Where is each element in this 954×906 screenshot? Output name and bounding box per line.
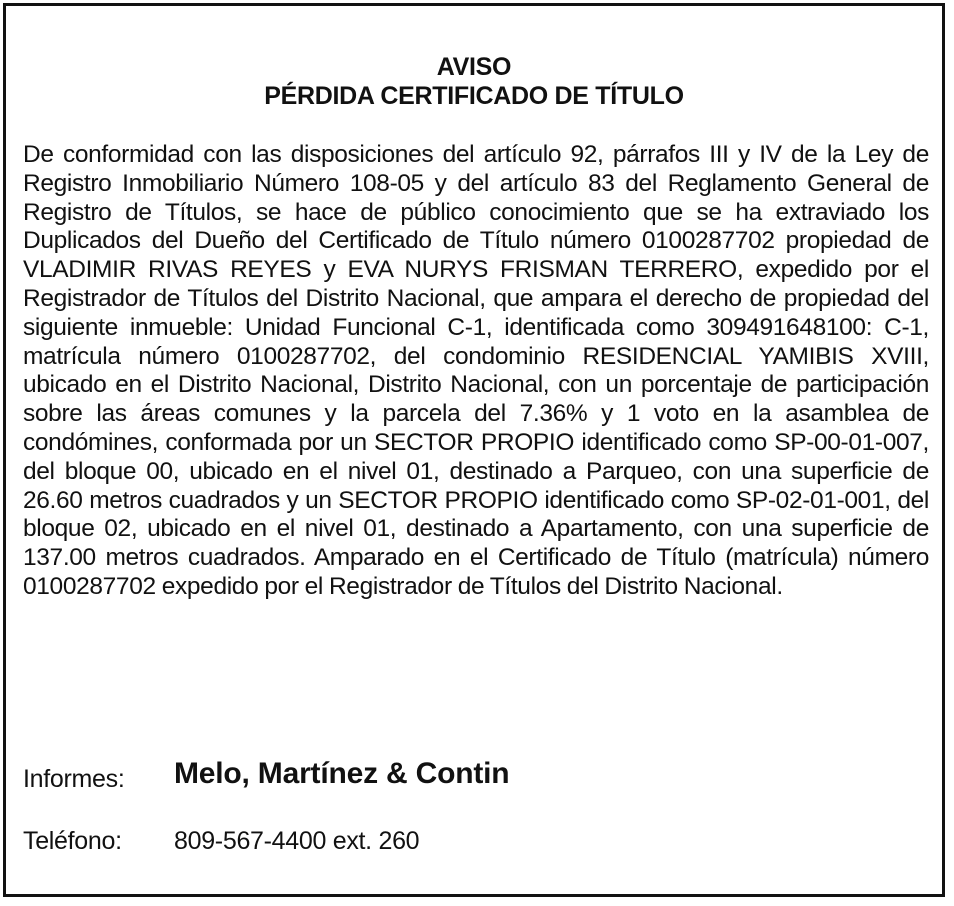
telefono-label: Teléfono: — [23, 827, 122, 855]
telefono-number: 809-567-4400 ext. 260 — [174, 827, 420, 855]
informes-row — [23, 754, 929, 794]
notice-body: De conformidad con las disposiciones del artículo 92, párrafos III y IV de la Ley de Registro Inmobiliario Número 108-05 y del artículo 83 del Reglamento General de Registro de Títulos, se hace de público conocimiento que se ha extraviado los Duplicados del Dueño del Certificado de Título número 0100287702 propiedad de VLADIMIR RIVAS REYES y EVA NURYS FRISMAN TERRERO, expedido por el Registrador de Títulos del Distrito Nacional, que ampara el derecho de propiedad del siguiente inmueble: Unidad Funcional C-1, identificada como 309491648100: C-1, matrícula número 0100287702, del condominio RESIDENCIAL YAMIBIS XVIII, ubicado en el Distrito Nacional, Distrito Nacional, con un porcentaje de participación sobre las áreas comunes y la parcela del 7.36% y 1 voto en la asamblea de condómines, conformada por un SECTOR PROPIO identificado como SP-00-01-007, del bloque 00, ubicado en el nivel 01, destinado a Parqueo, con una superficie de 26.60 metros cuadrados y un SECTOR PROPIO identificado como SP-02-01-001, del bloque 02, ubicado en el nivel 01, destinado a Apartamento, con una superficie de 137.00 metros cuadrados. Amparado en el Certificado de Título (matrícula) número 0100287702 expedido por el Registrador de Títulos del Distrito Nacional. — [23, 141, 929, 600]
legal-notice-box — [3, 3, 945, 897]
informes-label: Informes: — [23, 765, 125, 793]
informes-firm-name: Melo, Martínez & Contin — [174, 757, 510, 790]
notice-title: AVISO — [436, 53, 512, 81]
notice-subtitle: PÉRDIDA CERTIFICADO DE TÍTULO — [264, 82, 684, 110]
telefono-row — [23, 816, 929, 856]
